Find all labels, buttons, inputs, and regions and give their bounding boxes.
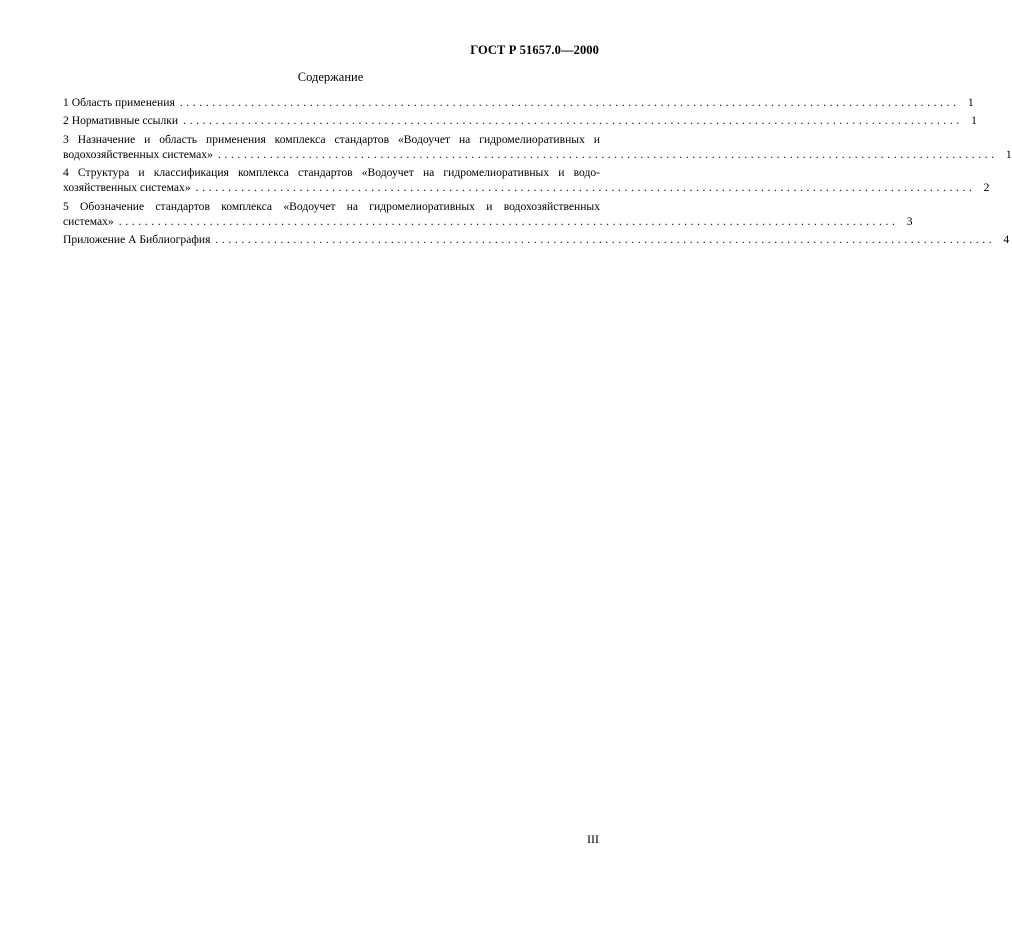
toc-entry-text: 1 Область применения <box>63 96 175 109</box>
toc-entry-text: 4 Структура и классификация комплекса стандартов «Водоучет на гидромелиоративных и водо- <box>63 166 600 180</box>
toc-entry-purpose[interactable] <box>63 132 1012 163</box>
toc-page-number: 3 <box>906 215 913 229</box>
page-number: III <box>587 832 599 846</box>
toc-entry-text-continued: системах» <box>63 215 114 229</box>
dot-leader: ........................................................................................................................ <box>217 147 998 161</box>
toc-entry-text: 5 Обозначение стандартов комплекса «Водоучет на гидромелиоративных и водохозяйственных <box>63 199 600 213</box>
document-code: ГОСТ Р 51657.0—2000 <box>470 43 599 57</box>
toc-entry-structure[interactable] <box>63 165 990 196</box>
toc-entry-scope[interactable] <box>63 95 974 110</box>
dot-leader: ........................................................................................................................ <box>183 114 963 128</box>
toc-entry-text-continued: водохозяйственных системах» <box>63 147 213 161</box>
toc-page-number: 2 <box>983 181 990 195</box>
table-of-contents <box>63 95 1012 251</box>
toc-page-number: 4 <box>1003 233 1010 247</box>
toc-entry-text-continued: хозяйственных системах» <box>63 181 191 195</box>
toc-entry-appendix-a[interactable] <box>63 232 1010 247</box>
dot-leader: ........................................................................................................................ <box>179 96 960 109</box>
toc-page-number: 1 <box>971 114 977 128</box>
dot-leader: ........................................................................................................................ <box>195 181 976 195</box>
toc-entry-normative-references[interactable] <box>63 113 977 128</box>
dot-leader: ........................................................................................................................ <box>215 233 996 247</box>
toc-entry-designation[interactable] <box>63 199 913 230</box>
toc-entry-text: 2 Нормативные ссылки <box>63 114 179 128</box>
toc-title: Содержание <box>297 70 364 84</box>
toc-page-number: 1 <box>967 96 974 109</box>
toc-entry-text: Приложение А Библиография <box>63 233 211 247</box>
toc-page-number: 1 <box>1005 147 1012 161</box>
dot-leader: ........................................................................................................................ <box>118 215 899 229</box>
toc-entry-text: 3 Назначение и область применения комплекса стандартов «Водоучет на гидромелиоративных и <box>63 132 600 146</box>
